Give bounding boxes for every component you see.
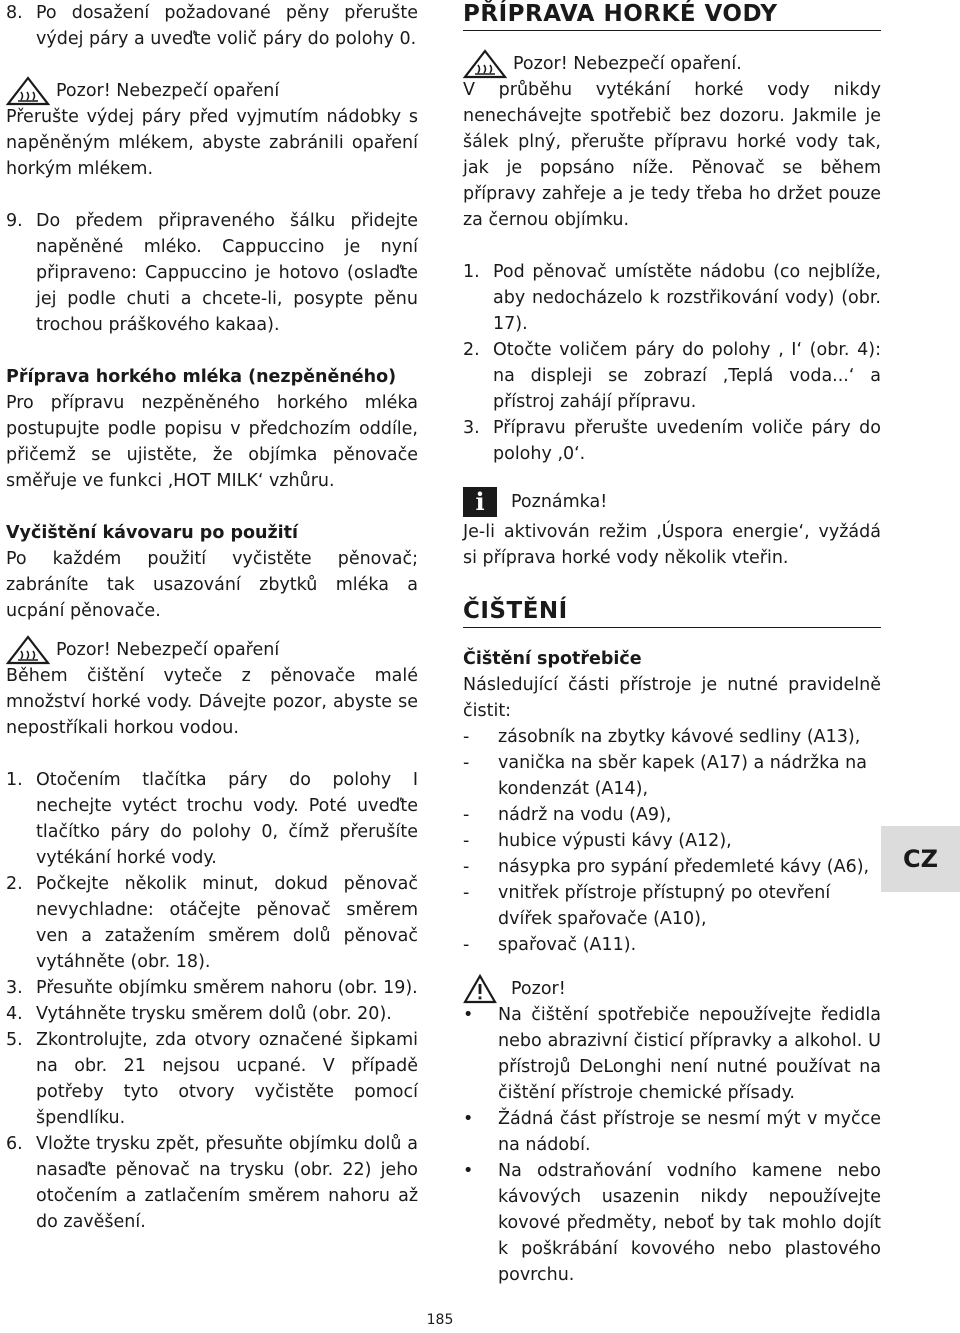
list-item bbox=[463, 828, 881, 854]
note-label: Poznámka! bbox=[511, 492, 608, 512]
hot-surface-warning-icon bbox=[6, 635, 50, 665]
list-item bbox=[6, 767, 418, 871]
step-number: 1. bbox=[6, 770, 23, 790]
list-item-text: vnitřek přístroje přístupný po otevření dvířek spařovače (A10), bbox=[498, 883, 831, 929]
clean-heading: Vyčištění kávovaru po použití bbox=[6, 523, 298, 543]
scald-warning-3 bbox=[463, 51, 881, 77]
dash-glyph: - bbox=[463, 753, 470, 773]
step-number: 6. bbox=[6, 1134, 23, 1154]
list-item bbox=[463, 415, 881, 467]
warning-label: Pozor! Nebezpečí opaření bbox=[56, 640, 280, 660]
dash-glyph: - bbox=[463, 805, 470, 825]
list-item-text: Na čištění spotřebiče nepoužívejte ředidla nebo abrazivní čisticí přípravky a alkohol. U přístrojů DeLonghi není nutné používat na čištění přístroje chemické přísady. bbox=[498, 1005, 881, 1103]
step-number: 4. bbox=[6, 1004, 23, 1024]
dash-glyph: - bbox=[463, 857, 470, 877]
step-text: Počkejte několik minut, dokud pěnovač nevychladne: otáčejte pěnovač směrem ven a zatažením směrem dolů pěnovač vytáhněte (obr. 18). bbox=[36, 874, 418, 972]
step-number: 5. bbox=[6, 1030, 23, 1050]
bullet-list bbox=[463, 1002, 881, 1288]
warning-text: Během čištění vyteče z pěnovače malé množství horké vody. Dávejte pozor, abyste se nepostříkali horkou vodou. bbox=[6, 666, 418, 738]
warning-text: Přerušte výdej páry před vyjmutím nádobky s napěněným mlékem, abyste zabránili opaření horkým mlékem. bbox=[6, 107, 418, 179]
list-item-text: hubice výpusti kávy (A12), bbox=[498, 831, 732, 851]
left-column bbox=[6, 0, 418, 1235]
step-number: 3. bbox=[463, 418, 480, 438]
parts-list bbox=[463, 724, 881, 958]
bullet-glyph: • bbox=[463, 1109, 474, 1129]
step-number: 2. bbox=[463, 340, 480, 360]
list-item-text: zásobník na zbytky kávové sedliny (A13), bbox=[498, 727, 861, 747]
step-text: Pod pěnovač umístěte nádobu (co nejblíže, aby nedocházelo k rozstřikování vody) (obr. 17). bbox=[493, 262, 881, 334]
step-text: Po dosažení požadované pěny přerušte výdej páry a uveďte volič páry do polohy 0. bbox=[36, 3, 418, 49]
clean-text: Po každém použití vyčistěte pěnovač; zabráníte tak usazování zbytků mléka a ucpání pěnovače. bbox=[6, 549, 418, 621]
note-text: Je-li aktivován režim ‚Úspora energie‘, vyžádá si příprava horké vody několik vteřin. bbox=[463, 522, 881, 568]
list-item-text: nádrž na vodu (A9), bbox=[498, 805, 672, 825]
list-item-text: Žádná část přístroje se nesmí mýt v myčce na nádobí. bbox=[498, 1109, 881, 1155]
list-item-text: vanička na sběr kapek (A17) a nádržka na kondenzát (A14), bbox=[498, 753, 867, 799]
step-number: 3. bbox=[6, 978, 23, 998]
step-text: Vytáhněte trysku směrem dolů (obr. 20). bbox=[36, 1004, 392, 1024]
scald-warning-2 bbox=[6, 637, 418, 663]
warning-label: Pozor! Nebezpečí opaření. bbox=[513, 54, 742, 74]
dash-glyph: - bbox=[463, 727, 470, 747]
step-number: 9. bbox=[6, 211, 23, 231]
list-item bbox=[6, 975, 418, 1001]
step-text: Vložte trysku zpět, přesuňte objímku dolů a nasaďte pěnovač na trysku (obr. 22) jeho otočením a zatlačením směrem nahoru až do zavěšení. bbox=[36, 1134, 418, 1232]
list-item-text: spařovač (A11). bbox=[498, 935, 637, 955]
appliance-intro: Následující části přístroje je nutné pravidelně čistit: bbox=[463, 675, 881, 721]
step-text: Přesuňte objímku směrem nahoru (obr. 19). bbox=[36, 978, 418, 998]
warning-text: V průběhu vytékání horké vody nikdy nenechávejte spotřebič bez dozoru. Jakmile je šálek plný, přerušte přípravu horké vody tak, jak je popsáno níže. Pěnovač se během přípravy zahřeje a je tedy třeba ho držet pouze za černou objímku. bbox=[463, 80, 881, 230]
note bbox=[463, 485, 881, 519]
hot-milk-text: Pro přípravu nezpěněného horkého mléka postupujte podle popisu v předchozím oddíle, přičemž se ujistěte, že objímka pěnovače směřuje ve funkci ‚HOT MILK‘ vzhůru. bbox=[6, 393, 418, 491]
bullet-glyph: • bbox=[463, 1161, 474, 1181]
step-number: 2. bbox=[6, 874, 23, 894]
list-item-text: Na odstraňování vodního kamene nebo kávových usazenin nikdy nepoužívejte kovové předměty, neboť by tak mohlo dojít k poškrábání kovového nebo plastového povrchu. bbox=[498, 1161, 881, 1285]
step-text: Otočením tlačítka páry do polohy I nechejte vytéct trochu vody. Poté uveďte tlačítko páry do polohy 0, čímž přerušíte vytékání horké vody. bbox=[36, 770, 418, 868]
bullet-glyph: • bbox=[463, 1005, 474, 1025]
hot-water-title: PŘÍPRAVA HORKÉ VODY bbox=[463, 0, 881, 31]
list-item bbox=[463, 1158, 881, 1288]
step-number: 8. bbox=[6, 3, 23, 23]
language-tab: CZ bbox=[881, 826, 960, 892]
right-column bbox=[463, 0, 881, 1288]
general-warning bbox=[463, 976, 881, 1002]
dash-glyph: - bbox=[463, 883, 470, 903]
list-item bbox=[463, 802, 881, 828]
cleaning-steps bbox=[6, 767, 418, 1235]
hot-surface-warning-icon bbox=[463, 49, 507, 79]
list-item bbox=[463, 259, 881, 337]
page-number: 185 bbox=[426, 1312, 454, 1328]
list-item bbox=[6, 1001, 418, 1027]
list-item bbox=[463, 750, 881, 802]
step-number: 1. bbox=[463, 262, 480, 282]
list-item bbox=[463, 880, 881, 932]
step-9 bbox=[6, 208, 418, 338]
list-item bbox=[463, 337, 881, 415]
list-item bbox=[6, 1131, 418, 1235]
list-item bbox=[6, 871, 418, 975]
appliance-heading: Čištění spotřebiče bbox=[463, 649, 642, 669]
step-text: Otočte voličem páry do polohy ‚ I‘ (obr. 4): na displeji se zobrazí ‚Teplá voda...‘ a přístroj zahájí přípravu. bbox=[493, 340, 881, 412]
list-item bbox=[463, 724, 881, 750]
warning-label: Pozor! Nebezpečí opaření bbox=[56, 81, 280, 101]
list-item bbox=[463, 1002, 881, 1106]
list-item bbox=[463, 932, 881, 958]
exclamation-warning-icon bbox=[463, 974, 497, 1004]
cleaning-title: ČIŠTĚNÍ bbox=[463, 597, 881, 628]
info-icon: i bbox=[463, 487, 497, 517]
hot-milk-heading: Příprava horkého mléka (nezpěněného) bbox=[6, 367, 397, 387]
step-text: Přípravu přerušte uvedením voliče páry do polohy ‚0‘. bbox=[493, 418, 881, 464]
scald-warning-1 bbox=[6, 78, 418, 104]
hot-water-steps bbox=[463, 259, 881, 467]
step-text: Zkontrolujte, zda otvory označené šipkami na obr. 21 nejsou ucpané. V případě potřeby tyto otvory vyčistěte pomocí špendlíku. bbox=[36, 1030, 418, 1128]
step-8 bbox=[6, 0, 418, 52]
warning-label: Pozor! bbox=[511, 979, 566, 999]
list-item bbox=[463, 854, 881, 880]
dash-glyph: - bbox=[463, 831, 470, 851]
list-item bbox=[6, 1027, 418, 1131]
hot-surface-warning-icon bbox=[6, 76, 50, 106]
list-item bbox=[463, 1106, 881, 1158]
step-text: Do předem připraveného šálku přidejte napěněné mléko. Cappuccino je nyní připraveno: Cappuccino je hotovo (oslaďte jej podle chuti a chcete-li, posypte pěnu trochou práškového kakaa). bbox=[36, 211, 418, 335]
list-item-text: násypka pro sypání předemleté kávy (A6), bbox=[498, 857, 870, 877]
dash-glyph: - bbox=[463, 935, 470, 955]
